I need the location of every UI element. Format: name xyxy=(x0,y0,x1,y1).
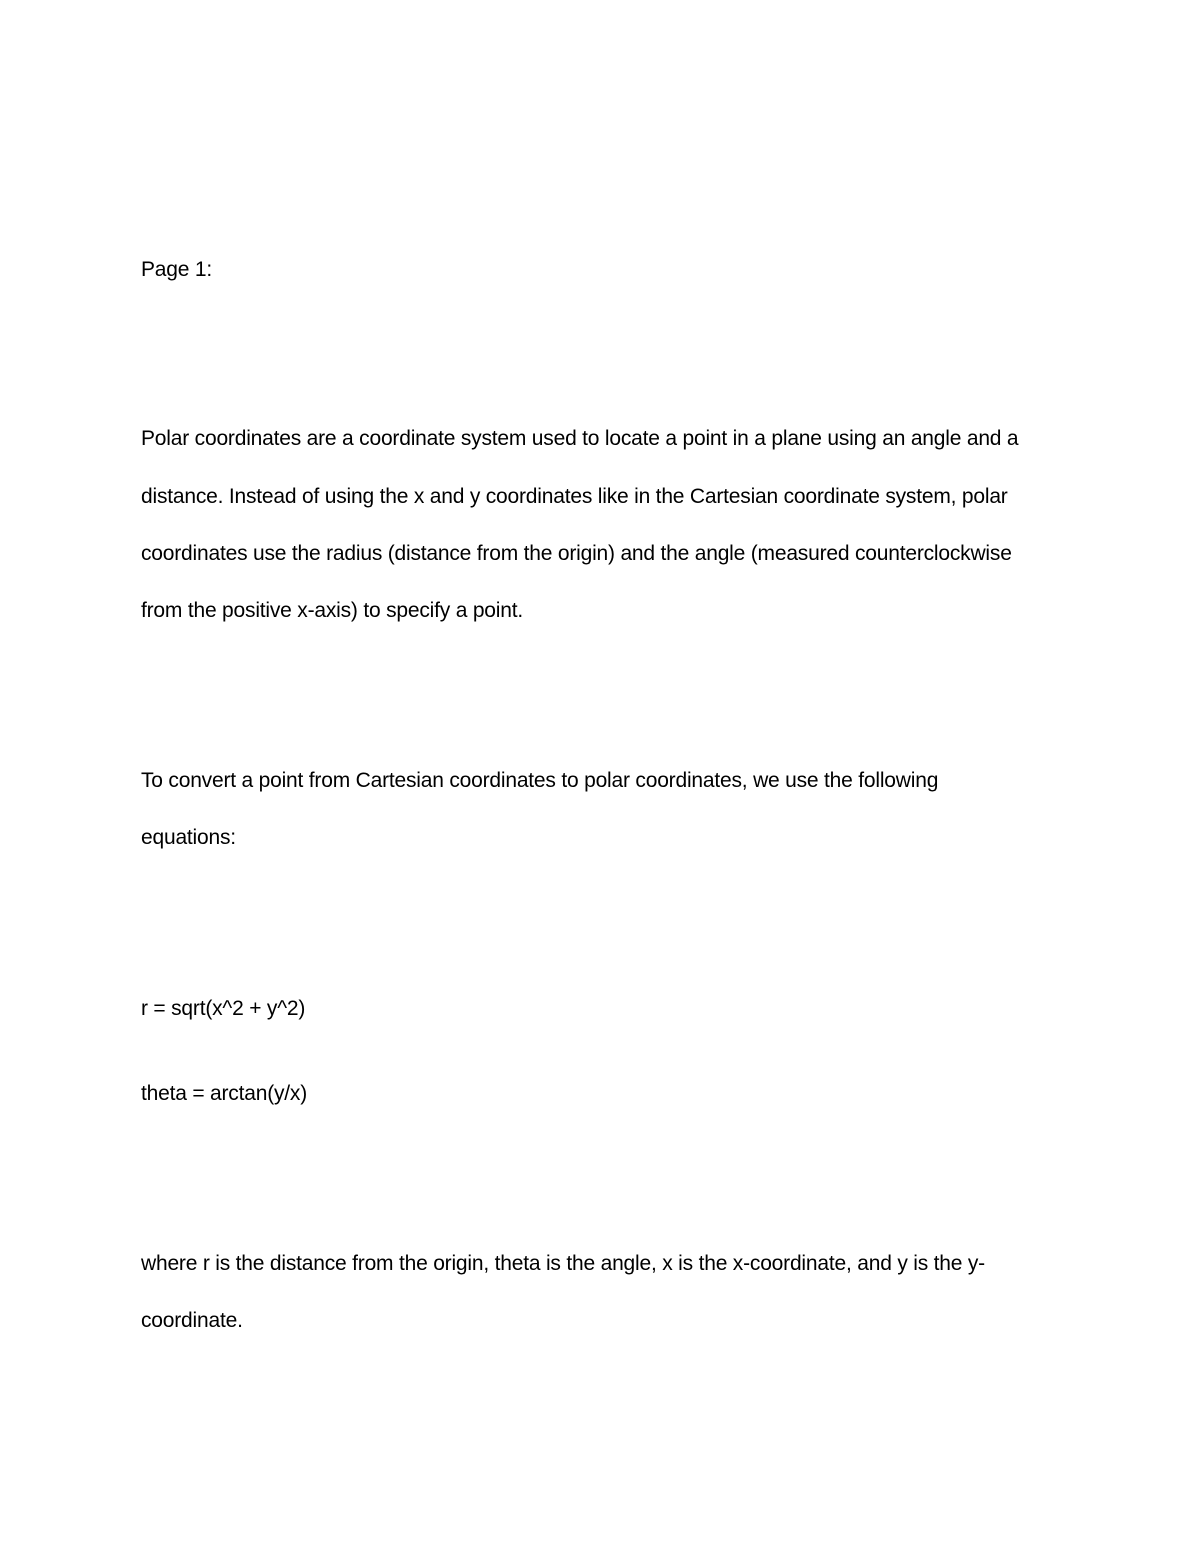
paragraph-line: coordinates use the radius (distance from the origin) and the angle (measured counterclockwise xyxy=(141,542,1012,565)
paragraph-line: To convert a point from Cartesian coordinates to polar coordinates, we use the following xyxy=(141,769,939,792)
equation-theta: theta = arctan(y/x) xyxy=(141,1082,308,1105)
paragraph-line: from the positive x-axis) to specify a point. xyxy=(141,599,523,622)
equation-r: r = sqrt(x^2 + y^2) xyxy=(141,997,306,1020)
paragraph-line: equations: xyxy=(141,826,236,849)
paragraph-line: coordinate. xyxy=(141,1309,243,1332)
paragraph-line: Polar coordinates are a coordinate system used to locate a point in a plane using an angle and a xyxy=(141,427,1019,450)
paragraph-line: distance. Instead of using the x and y coordinates like in the Cartesian coordinate system, polar xyxy=(141,485,1008,508)
page-heading: Page 1: xyxy=(141,258,212,281)
paragraph-line: where r is the distance from the origin, theta is the angle, x is the x-coordinate, and y is the y- xyxy=(141,1252,985,1275)
